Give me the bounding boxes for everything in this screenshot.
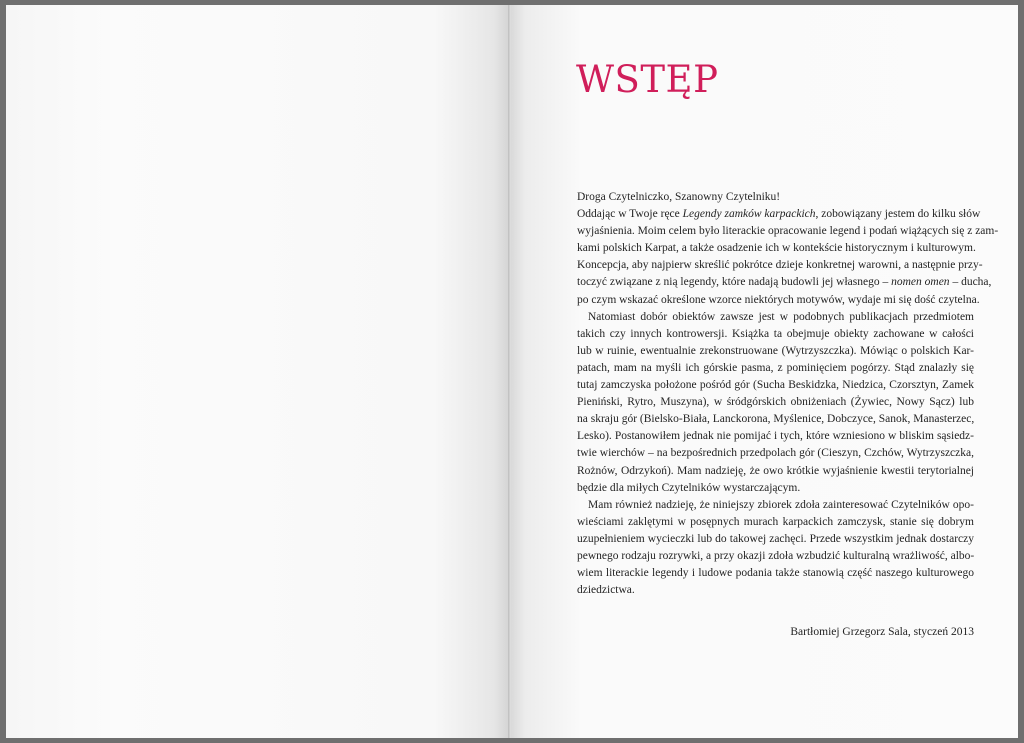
text-line: Mam również nadzieję, że niniejszy zbiorek zdoła zainteresować Czytelników opo-	[588, 498, 974, 511]
italic-text: Legendy zamków karpackich	[682, 208, 816, 221]
introduction-text	[577, 189, 999, 641]
text-line: takich czy innych kontrowersji. Książka ta obejmuje obiekty zachowane w całości	[577, 327, 974, 340]
text-line: na skraju gór (Bielsko-Biała, Lanckorona, Myślenice, Dobczyce, Sanok, Manasterzec,	[577, 413, 975, 426]
text-line: pewnego rodzaju rozrywki, a przy okazji zdoła wzbudzić kulturalną wrażliwość, albo-	[577, 549, 975, 562]
text-line: wieściami zaklętymi w posępnych murach karpackich zamczysk, stanie się dobrym	[577, 515, 974, 528]
text-line: kami polskich Karpat, a także osadzenie ich w kontekście historycznym i kulturowym.	[577, 242, 976, 255]
text-line: patach, mam na myśli ich górskie pasma, z pominięciem pogórzy. Stąd znalazły się	[577, 361, 974, 374]
text-line: wyjaśnienia. Moim celem było literackie opracowanie legend i podań wiążących się z zam-	[577, 225, 999, 238]
left-page	[6, 5, 509, 738]
italic-text: nomen omen	[891, 276, 950, 289]
text-line: wiem literackie legendy i ludowe podania także stanowią część naszego kulturowego	[577, 567, 974, 580]
text-line: toczyć związane z nią legendy, które nadają budowli jej własnego – nomen omen – ducha,	[577, 276, 992, 289]
text-line: Natomiast dobór obiektów zawsze jest w podobnych publikacjach przedmiotem	[588, 310, 974, 323]
book-gutter	[508, 5, 511, 738]
text-line: uzupełnieniem wycieczki lub do takowej zachęci. Przede wszystkim jednak dostarczy	[577, 532, 974, 545]
page-title: WSTĘP	[576, 58, 719, 101]
text-line: będzie dla miłych Czytelników wystarczającym.	[577, 481, 801, 494]
text-line: Pieniński, Rytro, Muszyna), w śródgórskich obniżeniach (Żywiec, Nowy Sącz) lub	[577, 396, 974, 409]
text-line: lub w ruinie, ewentualnie zrekonstruowane (Wytrzyszczka). Mówiąc o polskich Kar-	[577, 344, 974, 357]
text-line: Rożnów, Odrzykoń). Mam nadzieję, że owo krótkie wyjaśnienie kwestii terytorialnej	[577, 464, 974, 477]
text-line: Oddając w Twoje ręce Legendy zamków karpackich, zobowiązany jestem do kilku słów	[577, 208, 981, 221]
text-line: Koncepcja, aby najpierw skreślić pokrótce dzieje konkretnej warowni, a następnie przy-	[577, 259, 983, 272]
text-line: tutaj zamczyska położone pośród gór (Sucha Beskidzka, Niedzica, Czorsztyn, Zamek	[577, 379, 974, 392]
text-line: Lesko). Postanowiłem jednak nie pomijać i tych, które wzniesiono w bliskim sąsiedz-	[577, 430, 974, 443]
text-line: po czym wskazać określone wzorce niektórych motywów, wydaje mi się dość czytelna.	[577, 293, 980, 306]
greeting-line: Droga Czytelniczko, Szanowny Czytelniku!	[577, 191, 781, 203]
text-line: dziedzictwa.	[577, 584, 635, 597]
text-line: twie wierchów – na bezpośrednich przedpolach gór (Cieszyn, Czchów, Wytrzyszczka,	[577, 447, 974, 460]
author-signature: Bartłomiej Grzegorz Sala, styczeń 2013	[790, 626, 974, 639]
